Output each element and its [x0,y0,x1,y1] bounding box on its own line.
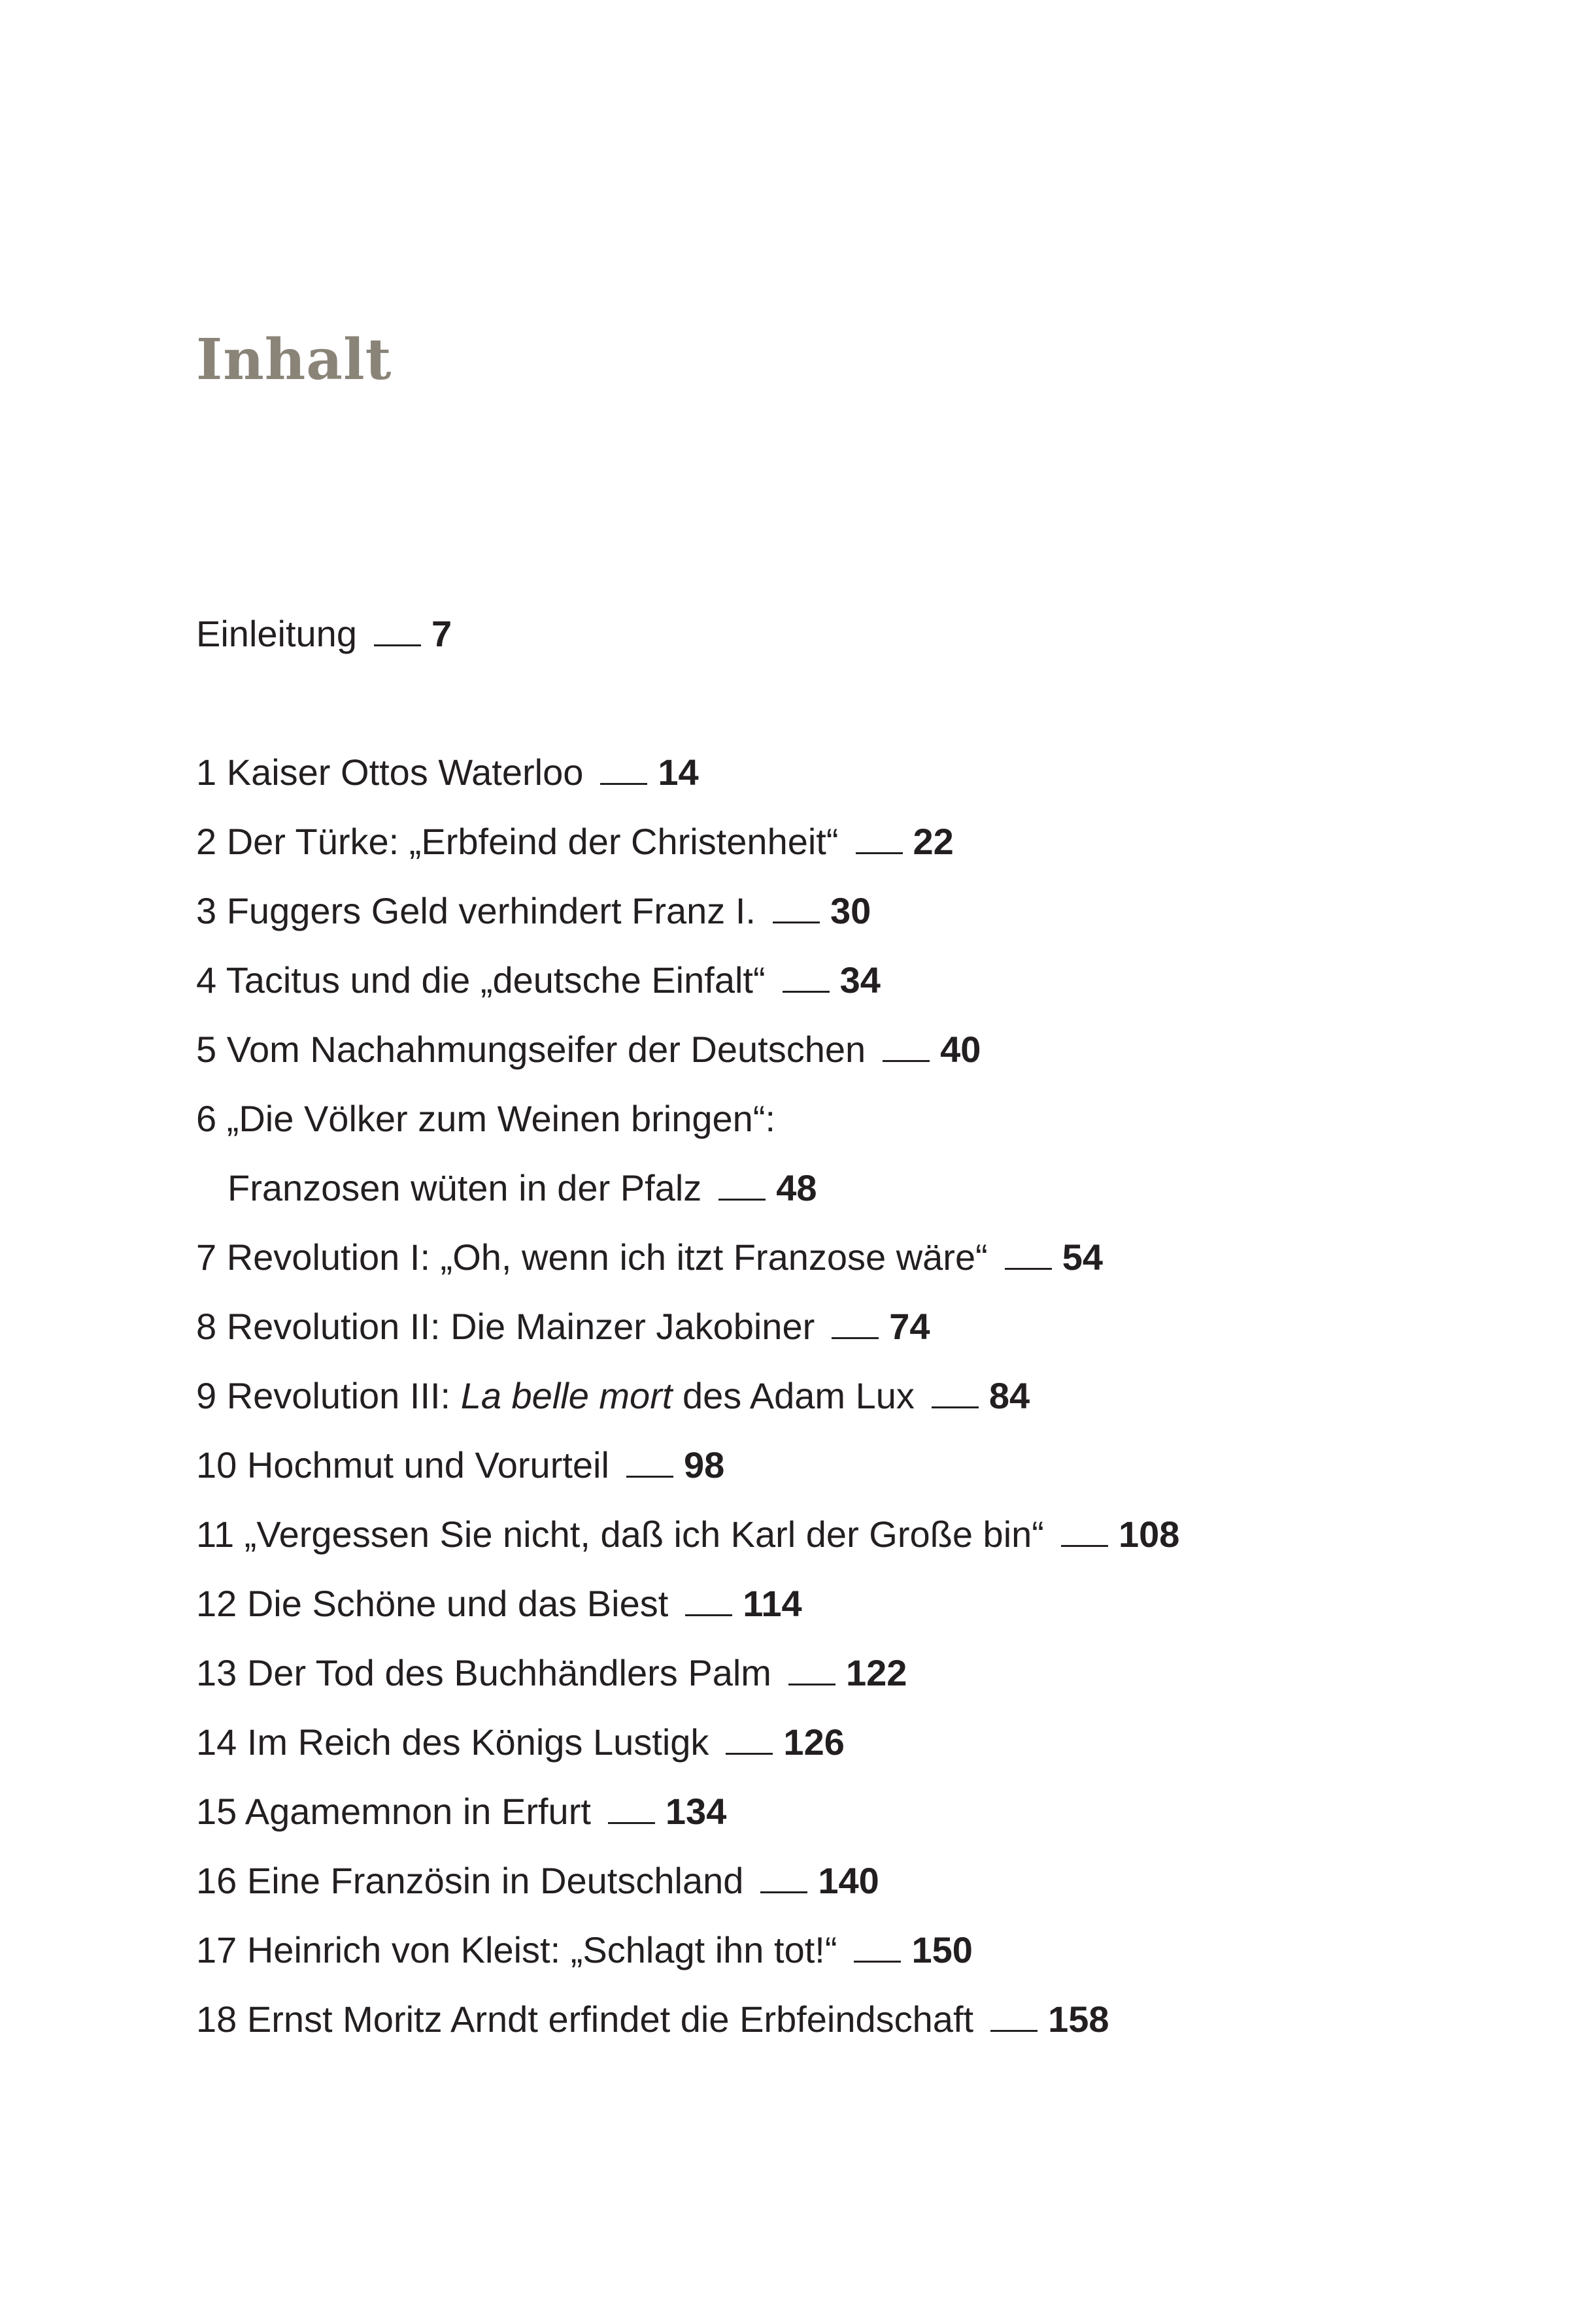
chapter-number: 4 [196,959,217,1001]
chapter-number: 11 [196,1514,235,1555]
entry-title: Revolution I: „Oh, wenn ich itzt Franzose wäre“ [226,1237,988,1278]
leader-line [832,1337,879,1339]
entry-subtitle: Franzosen wüten in der Pfalz [228,1167,702,1208]
entry-title: Hochmut und Vorurteil [246,1444,609,1486]
toc-entry-4 [196,959,881,1001]
page-number: 7 [431,613,452,654]
chapter-number: 1 [196,752,217,793]
toc-entry-14 [196,1721,845,1763]
chapter-number: 9 [196,1375,217,1416]
leader-line [1005,1268,1052,1270]
page-number: 140 [818,1860,879,1901]
entry-title: Vom Nachahmungseifer der Deutschen [226,1029,866,1070]
page-number: 14 [658,752,699,793]
entry-title: Einleitung [196,613,357,654]
entry-title: Eine Französin in Deutschland [246,1860,744,1901]
chapter-number: 18 [196,1999,237,2040]
toc-entry-11 [196,1516,1179,1553]
entry-title-suffix: des Adam Lux [682,1375,915,1416]
page-number: 40 [940,1029,981,1070]
chapter-number: 13 [196,1652,237,1693]
entry-title: Kaiser Ottos Waterloo [226,752,584,793]
leader-line [626,1476,673,1478]
leader-line [856,852,903,854]
leader-line [788,1684,835,1685]
page-number: 114 [743,1583,802,1624]
toc-entry-2 [196,823,954,860]
page-number: 74 [889,1306,930,1347]
entry-title: Agamemnon in Erfurt [245,1791,591,1832]
entry-title: Die Schöne und das Biest [246,1583,669,1624]
leader-line [1061,1545,1108,1547]
page-number: 150 [911,1929,973,1970]
leader-line [783,991,830,993]
page-number: 84 [988,1375,1030,1416]
leader-line [760,1891,807,1893]
page-number: 34 [839,959,881,1001]
toc-entry-1 [196,754,699,791]
chapter-number: 5 [196,1029,217,1070]
toc-entry-18 [196,2001,1109,2038]
page-number: 158 [1048,1999,1109,2040]
toc-entry-7 [196,1239,1103,1276]
leader-line [608,1822,655,1824]
page-number: 126 [783,1721,845,1763]
page-number: 54 [1062,1237,1104,1278]
entry-title: Heinrich von Kleist: „Schlagt ihn tot!“ [246,1929,837,1970]
entry-title: Der Tod des Buchhändlers Palm [246,1652,771,1693]
chapter-number: 17 [196,1929,237,1970]
chapter-number: 6 [196,1098,217,1139]
chapter-number: 15 [196,1791,237,1832]
chapter-number: 16 [196,1860,237,1901]
leader-line [854,1961,901,1963]
toc-entry-6-continuation [228,1167,817,1208]
toc-entry-6 [196,1098,776,1139]
chapter-number: 12 [196,1583,237,1624]
entry-title: Revolution II: Die Mainzer Jakobiner [226,1306,815,1347]
toc-entry-13 [196,1652,907,1693]
toc-entry-5 [196,1031,981,1068]
page-number: 108 [1118,1514,1180,1555]
page-number: 122 [845,1652,907,1693]
toc-entry-3 [196,890,871,931]
chapter-number: 3 [196,890,217,931]
leader-line [374,644,421,646]
leader-line [773,921,820,923]
toc-entry-12 [196,1585,802,1622]
toc-entry-16 [196,1860,879,1901]
entry-title: „Die Völker zum Weinen bringen“: [226,1098,776,1139]
chapter-number: 14 [196,1721,237,1763]
leader-line [600,783,647,785]
toc-entry-8 [196,1308,930,1345]
page-title: Inhalt [196,327,392,393]
chapter-number: 7 [196,1237,217,1278]
page-number: 98 [683,1444,725,1486]
toc-entry-10 [196,1444,725,1486]
entry-title: „Vergessen Sie nicht, daß ich Karl der Große bin“ [244,1514,1044,1555]
entry-title: Ernst Moritz Arndt erfindet die Erbfeindschaft [246,1999,974,2040]
entry-title: Im Reich des Königs Lustigk [246,1721,709,1763]
leader-line [718,1199,766,1201]
entry-title-italic: La belle mort [460,1375,673,1416]
leader-line [990,2030,1038,2032]
toc-entry-9 [196,1375,1030,1416]
leader-line [685,1614,732,1616]
page-number: 48 [776,1167,817,1208]
entry-title-prefix: Revolution III: [226,1375,451,1416]
page-number: 22 [913,821,954,862]
leader-line [883,1060,930,1062]
toc-entry-intro [196,613,452,654]
page-number: 30 [830,890,871,931]
toc-entry-17 [196,1929,973,1970]
entry-title: Tacitus und die „deutsche Einfalt“ [226,959,766,1001]
chapter-number: 10 [196,1444,237,1486]
leader-line [726,1753,773,1755]
leader-line [932,1406,979,1408]
toc-entry-15 [196,1793,726,1830]
entry-title: Der Türke: „Erbfeind der Christenheit“ [226,821,839,862]
chapter-number: 2 [196,821,217,862]
page-number: 134 [665,1791,727,1832]
chapter-number: 8 [196,1306,217,1347]
entry-title: Fuggers Geld verhindert Franz I. [226,890,756,931]
